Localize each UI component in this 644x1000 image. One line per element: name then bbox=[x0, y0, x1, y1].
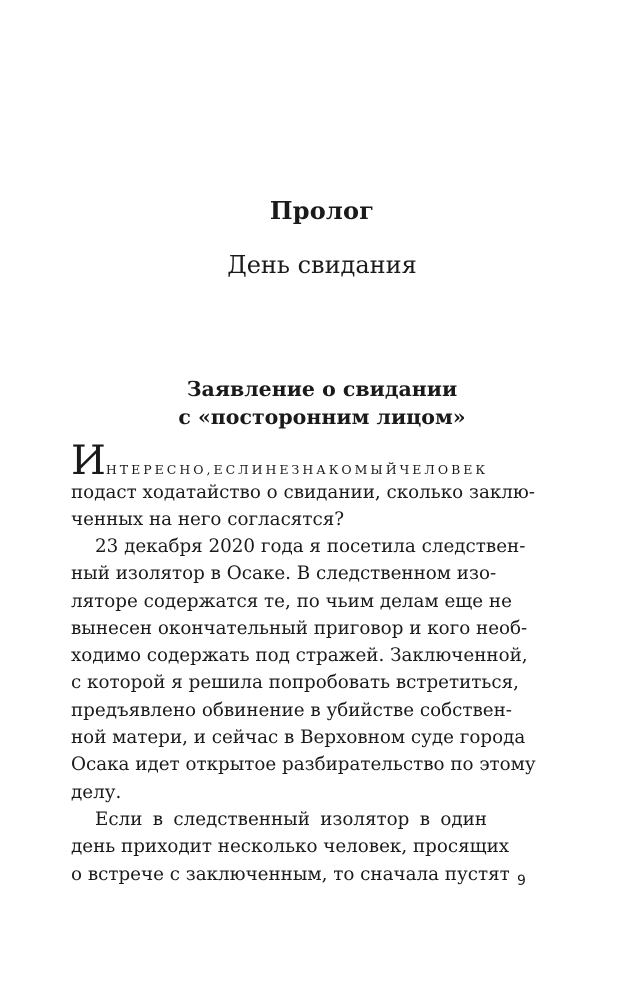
text-line: предъявлено обвинение в убийстве собствен- bbox=[71, 699, 512, 721]
page-number: 9 bbox=[517, 873, 526, 889]
section-heading-line-1: Заявление о свидании bbox=[186, 377, 458, 401]
smallcaps-word: НТЕРЕСНО, bbox=[105, 462, 214, 477]
text-line: Если в следственный изолятор в один bbox=[95, 809, 487, 830]
opening-line bbox=[71, 438, 489, 484]
paragraph-3 bbox=[71, 806, 510, 888]
text-line: ляторе содержатся те, по чьим делам еще не bbox=[71, 590, 512, 612]
drop-cap-letter: И bbox=[71, 438, 106, 484]
smallcaps-word: ЧЕЛОВЕК bbox=[399, 462, 489, 477]
smallcaps-word: НЕЗНАКОМЫЙ bbox=[265, 462, 400, 477]
text-line: ный изолятор в Осаке. В следственном изо- bbox=[71, 563, 497, 585]
section-heading bbox=[0, 375, 644, 431]
text-line: вынесен окончательный приговор и кого необ- bbox=[71, 617, 528, 639]
text-line: ченных на него согласятся? bbox=[71, 509, 345, 531]
section-heading-line-2: с «посторонним лицом» bbox=[178, 405, 466, 429]
text-line: день приходит несколько человек, просящих bbox=[71, 836, 510, 858]
paragraph-2 bbox=[71, 533, 536, 806]
text-line: Осака идет открытое разбирательство по этому bbox=[71, 754, 536, 776]
text-line: ходимо содержать под стражей. Заключенной, bbox=[71, 645, 528, 667]
text-line: 23 декабря 2020 года я посетила следствен- bbox=[95, 536, 526, 557]
opening-smallcaps bbox=[106, 462, 488, 477]
smallcaps-word: ЕСЛИ bbox=[213, 462, 266, 477]
text-line: делу. bbox=[71, 781, 122, 803]
chapter-title: Пролог bbox=[269, 196, 375, 225]
chapter-subtitle: День свидания bbox=[227, 251, 417, 279]
text-line: с которой я решила попробовать встретиться, bbox=[71, 672, 519, 694]
text-line: о встрече с заключенным, то сначала пустят bbox=[71, 863, 510, 885]
text-line: подаст ходатайство о свидании, сколько заклю- bbox=[71, 482, 535, 503]
text-line: ной матери, и сейчас в Верховном суде города bbox=[71, 727, 526, 749]
paragraph-1 bbox=[71, 479, 535, 534]
